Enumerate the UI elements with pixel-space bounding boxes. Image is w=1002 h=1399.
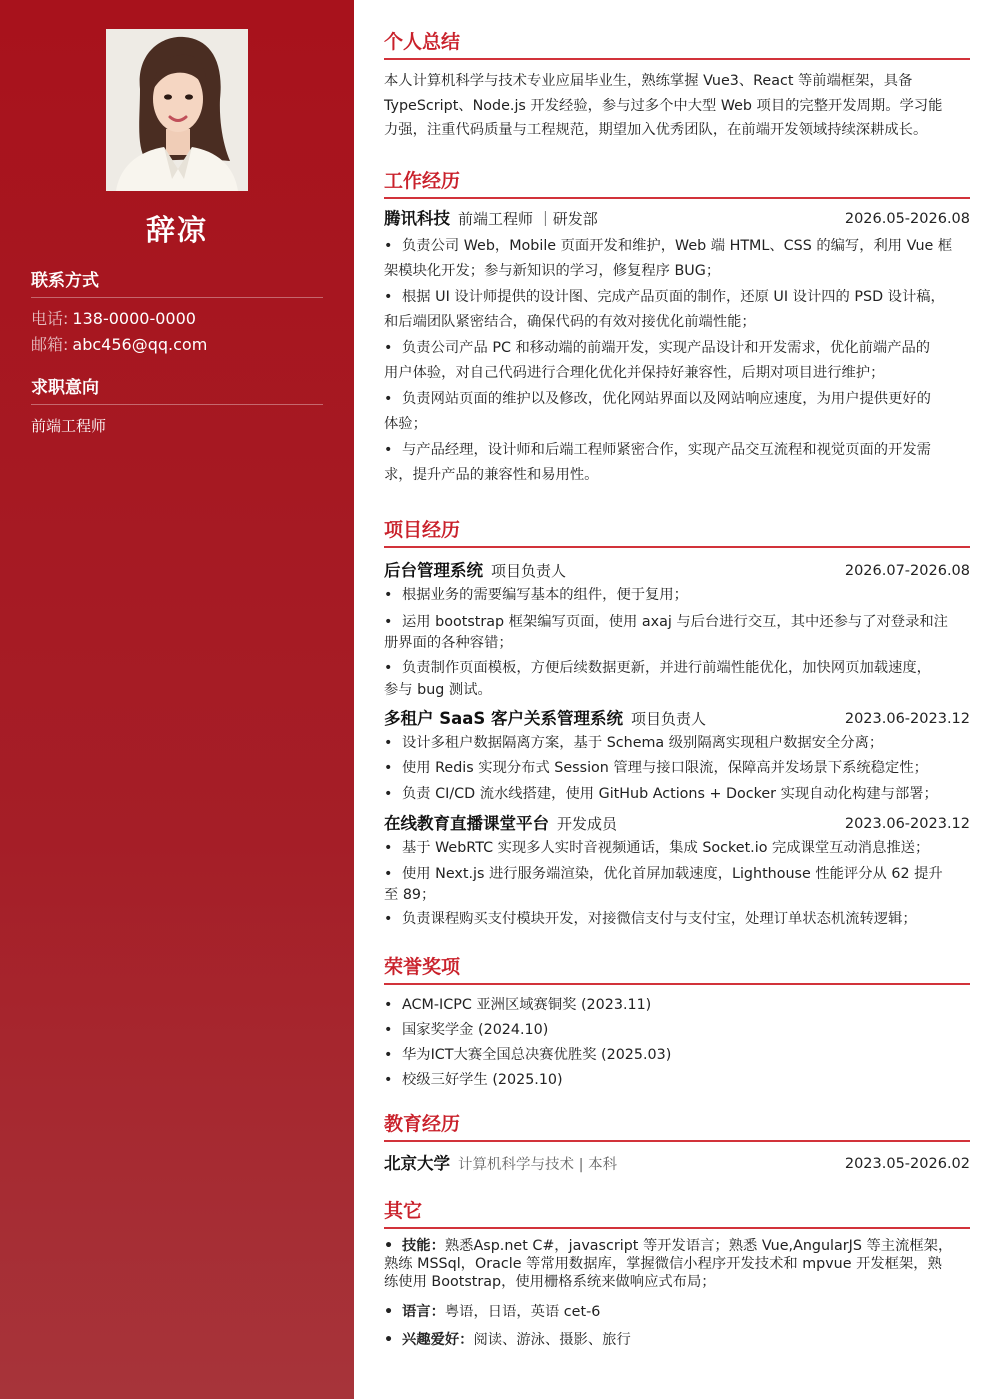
project-role: 项目负责人 — [491, 562, 567, 580]
summary-section — [384, 30, 970, 143]
other-section — [384, 1199, 970, 1352]
award-text: 国家奖学金 (2024.10) — [402, 1022, 549, 1038]
list-item: • 与产品经理，设计师和后端工程师紧密合作，实现产品交互流程和视觉页面的开发需 求，提升产品的兼容性和易用性。 — [384, 438, 970, 487]
bullet-text: 负责课程购买支付模块开发，对接微信支付与支付宝，处理订单状态机流转逻辑； — [402, 911, 917, 927]
portrait-image — [106, 29, 248, 191]
list-item: • ACM-ICPC 亚洲区域赛铜奖 (2023.11) — [384, 997, 652, 1013]
bullet-text: 用户体验，对自己代码进行合理化优化并保持好兼容性，后期对项目进行维护； — [384, 364, 885, 381]
list-item: • 负责 CI/CD 流水线搭建，使用 GitHub Actions + Docker 实现自动化构建与部署； — [384, 785, 938, 802]
summary-line: 力强，注重代码质量与工程规范，期望加入优秀团队，在前端开发领域持续深耕成长。 — [384, 122, 928, 138]
skills-text: 熟悉Asp.net C#，javascript 等开发语言；熟悉 Vue,AngularJS 等主流框架， — [444, 1238, 953, 1254]
bullet-text: 至 89； — [384, 887, 436, 903]
job-role: 前端工程师 ｜研发部 — [458, 210, 598, 228]
project-name: 后台管理系统 — [384, 561, 483, 580]
summary-text — [384, 69, 970, 143]
summary-title: 个人总结 — [384, 30, 970, 60]
bullet-text: 运用 bootstrap 框架编写页面，使用 axaj 与后台进行交互，其中还参与了对登录和注 — [402, 613, 948, 630]
skills-text: 练使用 Bootstrap，使用栅格系统来做响应式布局； — [384, 1274, 716, 1290]
education-entry — [384, 1152, 970, 1176]
bullet-text: 求，提升产品的兼容性和易用性。 — [384, 466, 599, 483]
bullet-text: 负责网站页面的维护以及修改，优化网站界面以及网站响应速度，为用户提供更好的 — [402, 391, 931, 407]
list-item: • 校级三好学生 (2025.10) — [384, 1072, 563, 1088]
language-text: 粤语，日语，英语 cet-6 — [444, 1304, 601, 1320]
project-date: 2026.07-2026.08 — [844, 563, 970, 579]
hobby-label: 兴趣爱好： — [402, 1331, 474, 1348]
summary-line: TypeScript、Node.js 开发经验，参与过多个中大型 Web 项目的完整开发周期。学习能 — [384, 97, 943, 114]
bullet-text: 使用 Next.js 进行服务端渲染，优化首屏加载速度，Lighthouse 性能评分从 62 提升 — [402, 865, 943, 882]
award-text: 校级三好学生 (2025.10) — [402, 1072, 563, 1088]
list-item: • 负责课程购买支付模块开发，对接微信支付与支付宝，处理订单状态机流转逻辑； — [384, 911, 917, 927]
list-item: • 负责网站页面的维护以及修改，优化网站界面以及网站响应速度，为用户提供更好的 体验； — [384, 387, 970, 436]
project-role: 项目负责人 — [631, 709, 707, 728]
work-section — [384, 169, 970, 487]
awards-list — [384, 993, 970, 1093]
list-item: • 华为ICT大赛全国总决赛优胜奖 (2025.03) — [384, 1047, 672, 1063]
hobby-text: 阅读、游泳、摄影、旅行 — [473, 1331, 631, 1348]
bullet-text: 负责公司 Web，Mobile 页面开发和维护，Web 端 HTML、CSS 的编写，利用 Vue 框 — [402, 238, 953, 254]
email-value: abc456@qq.com — [72, 335, 208, 354]
language-label: 语言： — [402, 1304, 445, 1320]
awards-section — [384, 955, 970, 1093]
list-item: • 兴趣爱好：阅读、游泳、摄影、旅行 — [384, 1331, 631, 1348]
bullet-text: 负责 CI/CD 流水线搭建，使用 GitHub Actions + Docker 实现自动化构建与部署； — [402, 785, 938, 802]
bullet-text: 册界面的各种容错； — [384, 635, 513, 651]
list-item: • 负责公司 Web，Mobile 页面开发和维护，Web 端 HTML、CSS 的编写，利用 Vue 框 架模块化开发；参与新知识的学习，修复程序 BUG； — [384, 234, 970, 283]
work-entry-header — [384, 207, 970, 231]
profile-photo — [106, 29, 248, 191]
education-section — [384, 1112, 970, 1176]
phone-value: 138-0000-0000 — [72, 309, 196, 328]
bullet-text: 体验； — [384, 415, 427, 432]
list-item: • 国家奖学金 (2024.10) — [384, 1022, 549, 1038]
contact-title: 联系方式 — [31, 266, 323, 298]
summary-line: 本人计算机科学与技术专业应届毕业生，熟练掌握 Vue3、React 等前端框架，具备 — [384, 73, 913, 89]
candidate-name: 辞凉 — [145, 213, 208, 247]
list-item: • 使用 Redis 实现分布式 Session 管理与接口限流，保障高并发场景下系统稳定性； — [384, 760, 928, 776]
school-name: 北京大学 — [384, 1154, 450, 1173]
list-item: • 运用 bootstrap 框架编写页面，使用 axaj 与后台进行交互，其中还参与了对登录和注 册界面的各种容错； — [384, 610, 970, 653]
projects-section — [384, 518, 970, 932]
project-name: 多租户 SaaS 客户关系管理系统 — [384, 708, 624, 728]
phone-label: 电话: — [31, 309, 69, 328]
list-item: • 基于 WebRTC 实现多人实时音视频通话，集成 Socket.io 完成课堂互动消息推送； — [384, 840, 930, 856]
bullet-text: 和后端团队紧密结合，确保代码的有效对接优化前端性能； — [384, 313, 756, 330]
awards-title: 荣誉奖项 — [384, 955, 970, 985]
project-date: 2023.06-2023.12 — [844, 710, 970, 727]
list-item: • 根据 UI 设计师提供的设计图、完成产品页面的制作，还原 UI 设计四的 PSD 设计稿， 和后端团队紧密结合，确保代码的有效对接优化前端性能； — [384, 285, 970, 334]
education-title: 教育经历 — [384, 1112, 970, 1142]
bullet-text: 参与 bug 测试。 — [384, 681, 492, 698]
list-item: • 负责公司产品 PC 和移动端的前端开发，实现产品设计和开发需求，优化前端产品的 用户体验，对自己代码进行合理化优化并保持好兼容性，后期对项目进行维护； — [384, 336, 970, 385]
phone-row — [31, 310, 323, 327]
bullet-text: 根据 UI 设计师提供的设计图、完成产品页面的制作，还原 UI 设计四的 PSD 设计稿， — [402, 289, 945, 305]
list-item: • 使用 Next.js 进行服务端渲染，优化首屏加载速度，Lighthouse 性能评分从 62 提升 至 89； — [384, 862, 970, 905]
bullet-text: 根据业务的需要编写基本的组件，便于复用； — [402, 587, 688, 603]
bullet-text: 设计多租户数据隔离方案，基于 Schema 级别隔离实现租户数据安全分离； — [402, 734, 884, 751]
project-header — [384, 812, 970, 836]
bullet-text: 基于 WebRTC 实现多人实时音视频通话，集成 Socket.io 完成课堂互动消息推送； — [402, 840, 930, 856]
intent-section — [31, 373, 323, 436]
education-date: 2023.05-2026.02 — [844, 1156, 970, 1172]
company-name: 腾讯科技 — [384, 209, 450, 228]
bullet-text: 使用 Redis 实现分布式 Session 管理与接口限流，保障高并发场景下系统稳定性； — [402, 760, 928, 776]
bullet-text: 架模块化开发；参与新知识的学习，修复程序 BUG； — [384, 262, 721, 279]
other-title: 其它 — [384, 1199, 970, 1229]
bullet-text: 与产品经理，设计师和后端工程师紧密合作，实现产品交互流程和视觉页面的开发需 — [402, 442, 931, 458]
award-text: ACM-ICPC 亚洲区域赛铜奖 (2023.11) — [402, 997, 652, 1013]
school-major: 计算机科学与技术 | 本科 — [458, 1157, 618, 1173]
list-item: • 技能：熟悉Asp.net C#，javascript 等开发语言；熟悉 Vue,AngularJS 等主流框架， 熟练 MSSql，Oracle 等常用数据库，掌握微信小程序开发技术和 mpvue 开发框架，熟 练使用 Bootstrap，使用栅格系统来做响应式布局； — [384, 1237, 970, 1291]
bullet-text: 负责公司产品 PC 和移动端的前端开发，实现产品设计和开发需求，优化前端产品的 — [402, 340, 931, 356]
bullet-text: 负责制作页面模板，方便后续数据更新，并进行前端性能优化，加快网页加载速度， — [402, 660, 931, 676]
award-text: 华为ICT大赛全国总决赛优胜奖 (2025.03) — [402, 1047, 672, 1063]
list-item: • 设计多租户数据隔离方案，基于 Schema 级别隔离实现租户数据安全分离； — [384, 734, 884, 751]
list-item: • 负责制作页面模板，方便后续数据更新，并进行前端性能优化，加快网页加载速度， 参与 bug 测试。 — [384, 656, 970, 699]
list-item: • 根据业务的需要编写基本的组件，便于复用； — [384, 587, 688, 603]
project-header — [384, 559, 970, 583]
email-label: 邮箱: — [31, 335, 69, 354]
work-title: 工作经历 — [384, 169, 970, 199]
work-bullets — [384, 234, 970, 487]
skills-text: 熟练 MSSql，Oracle 等常用数据库，掌握微信小程序开发技术和 mpvue 开发框架，熟 — [384, 1256, 942, 1272]
sidebar — [0, 0, 354, 1399]
project-role: 开发成员 — [557, 815, 618, 833]
project-name: 在线教育直播课堂平台 — [384, 814, 549, 833]
contact-section — [31, 266, 323, 353]
list-item: • 语言：粤语，日语，英语 cet-6 — [384, 1304, 601, 1320]
other-list — [384, 1237, 970, 1352]
project-date: 2023.06-2023.12 — [844, 816, 970, 832]
work-date: 2026.05-2026.08 — [844, 211, 970, 227]
project-header — [384, 707, 970, 731]
intent-value: 前端工程师 — [31, 417, 107, 435]
skills-label: 技能： — [402, 1238, 445, 1254]
projects-title: 项目经历 — [384, 518, 970, 548]
email-row — [31, 336, 323, 353]
intent-title: 求职意向 — [31, 373, 323, 405]
